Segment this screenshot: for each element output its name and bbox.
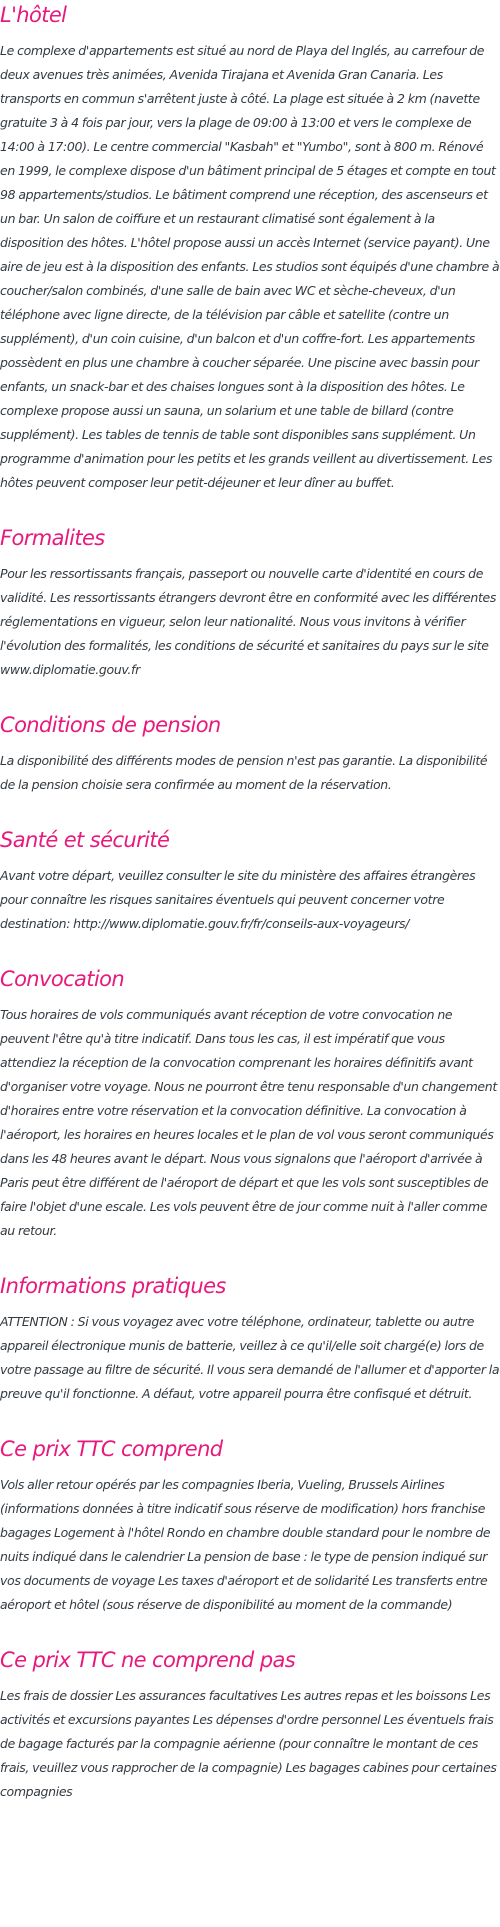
section-body-convocation: Tous horaires de vols communiqués avant réception de votre convocation ne peuvent l'être qu'à titre indicatif. Dans tous les cas, il est impératif que vous attendiez la réception de la convocation comprenant les horaires définitifs avant d'organiser votre voyage. Nous ne pourront être tenu responsable d'un changement d'horaires entre votre réservation et la convocation définitive. La convocation à l'aéroport, les horaires en heures locales et le plan de vol vous seront communiqués dans les 48 heures avant le départ. Nous vous signalons que l'aéroport d'arrivée à Paris peut être différent de l'aéroport de départ et que les vols sont susceptibles de faire l'objet d'une escale. Les vols peuvent être de jour comme nuit à l'aller comme au retour.	[0, 1007, 497, 1238]
section-prix-comprend	[0, 1434, 500, 1617]
section-formalites	[0, 523, 500, 682]
section-convocation	[0, 964, 500, 1243]
section-body-sante-securite: Avant votre départ, veuillez consulter le site du ministère des affaires étrangères pour connaître les risques sanitaires éventuels qui peuvent concerner votre destination: http://www.diplomatie.gouv.fr/fr/conseils-aux-voyageurs/	[0, 868, 476, 931]
section-body-hotel: Le complexe d'appartements est situé au nord de Playa del Inglés, au carrefour de deux avenues très animées, Avenida Tirajana et Avenida Gran Canaria. Les transports en commun s'arrêtent juste à côté. La plage est située à 2 km (navette gratuite 3 à 4 fois par jour, vers la plage de 09:00 à 13:00 et vers le complexe de 14:00 à 17:00). Le centre commercial "Kasbah" et "Yumbo", sont à 800 m. Rénové en 1999, le complexe dispose d'un bâtiment principal de 5 étages et compte en tout 98 appartements/studios. Le bâtiment comprend une réception, des ascenseurs et un bar. Un salon de coiffure et un restaurant climatisé sont également à la disposition des hôtes. L'hôtel propose aussi un accès Internet (service payant). Une aire de jeu est à la disposition des enfants. Les studios sont équipés d'une chambre à coucher/salon combinés, d'une salle de bain avec WC et sèche-cheveux, d'un téléphone avec ligne directe, de la télévision par câble et satellite (contre un supplément), d'un coin cuisine, d'un balcon et d'un coffre-fort. Les appartements possèdent en plus une chambre à coucher séparée. Une piscine avec bassin pour enfants, un snack-bar et des chaises longues sont à la disposition des hôtes. Le complexe propose aussi un sauna, un solarium et une table de billard (contre supplément). Les tables de tennis de table sont disponibles sans supplément. Un programme d'animation pour les petits et les grands veillent au divertissement. Les hôtes peuvent composer leur petit-déjeuner et leur dîner au buffet.	[0, 43, 500, 490]
section-title-convocation: Convocation	[0, 967, 125, 991]
section-hotel	[0, 0, 500, 495]
section-title-sante-securite: Santé et sécurité	[0, 828, 170, 852]
section-informations-pratiques	[0, 1271, 500, 1406]
section-title-conditions-pension: Conditions de pension	[0, 713, 221, 737]
section-title-prix-comprend: Ce prix TTC comprend	[0, 1437, 223, 1461]
section-title-informations-pratiques: Informations pratiques	[0, 1274, 226, 1298]
section-sante-securite	[0, 825, 500, 936]
section-conditions-pension	[0, 710, 500, 797]
section-title-hotel: L'hôtel	[0, 3, 67, 27]
section-body-formalites: Pour les ressortissants français, passeport ou nouvelle carte d'identité en cours de validité. Les ressortissants étrangers devront être en conformité avec les différentes réglementations en vigueur, selon leur nationalité. Nous vous invitons à vérifier l'évolution des formalités, les conditions de sécurité et sanitaires du pays sur le site www.diplomatie.gouv.fr	[0, 566, 496, 677]
section-body-conditions-pension: La disponibilité des différents modes de pension n'est pas garantie. La disponibilité de la pension choisie sera confirmée au moment de la réservation.	[0, 753, 488, 792]
section-title-formalites: Formalites	[0, 526, 105, 550]
section-body-prix-comprend: Vols aller retour opérés par les compagnies Iberia, Vueling, Brussels Airlines (informations données à titre indicatif sous réserve de modification) hors franchise bagages Logement à l'hôtel Rondo en chambre double standard pour le nombre de nuits indiqué dans le calendrier La pension de base : le type de pension indiqué sur vos documents de voyage Les taxes d'aéroport et de solidarité Les transferts entre aéroport et hôtel (sous réserve de disponibilité au moment de la commande)	[0, 1477, 491, 1612]
section-body-prix-ne-comprend-pas: Les frais de dossier Les assurances facultatives Les autres repas et les boissons Les activités et excursions payantes Les dépenses d'ordre personnel Les éventuels frais de bagage facturés par la compagnie aérienne (pour connaître le montant de ces frais, veuillez vous rapprocher de la compagnie) Les bagages cabines pour certaines compagnies	[0, 1688, 497, 1799]
section-body-informations-pratiques: ATTENTION : Si vous voyagez avec votre téléphone, ordinateur, tablette ou autre appareil électronique munis de batterie, veillez à ce qu'il/elle soit chargé(e) lors de votre passage au filtre de sécurité. Il vous sera demandé de l'allumer et d'apporter la preuve qu'il fonctionne. A défaut, votre appareil pourra être confisqué et détruit.	[0, 1314, 500, 1401]
section-title-prix-ne-comprend-pas: Ce prix TTC ne comprend pas	[0, 1648, 296, 1672]
section-prix-ne-comprend-pas	[0, 1645, 500, 1804]
